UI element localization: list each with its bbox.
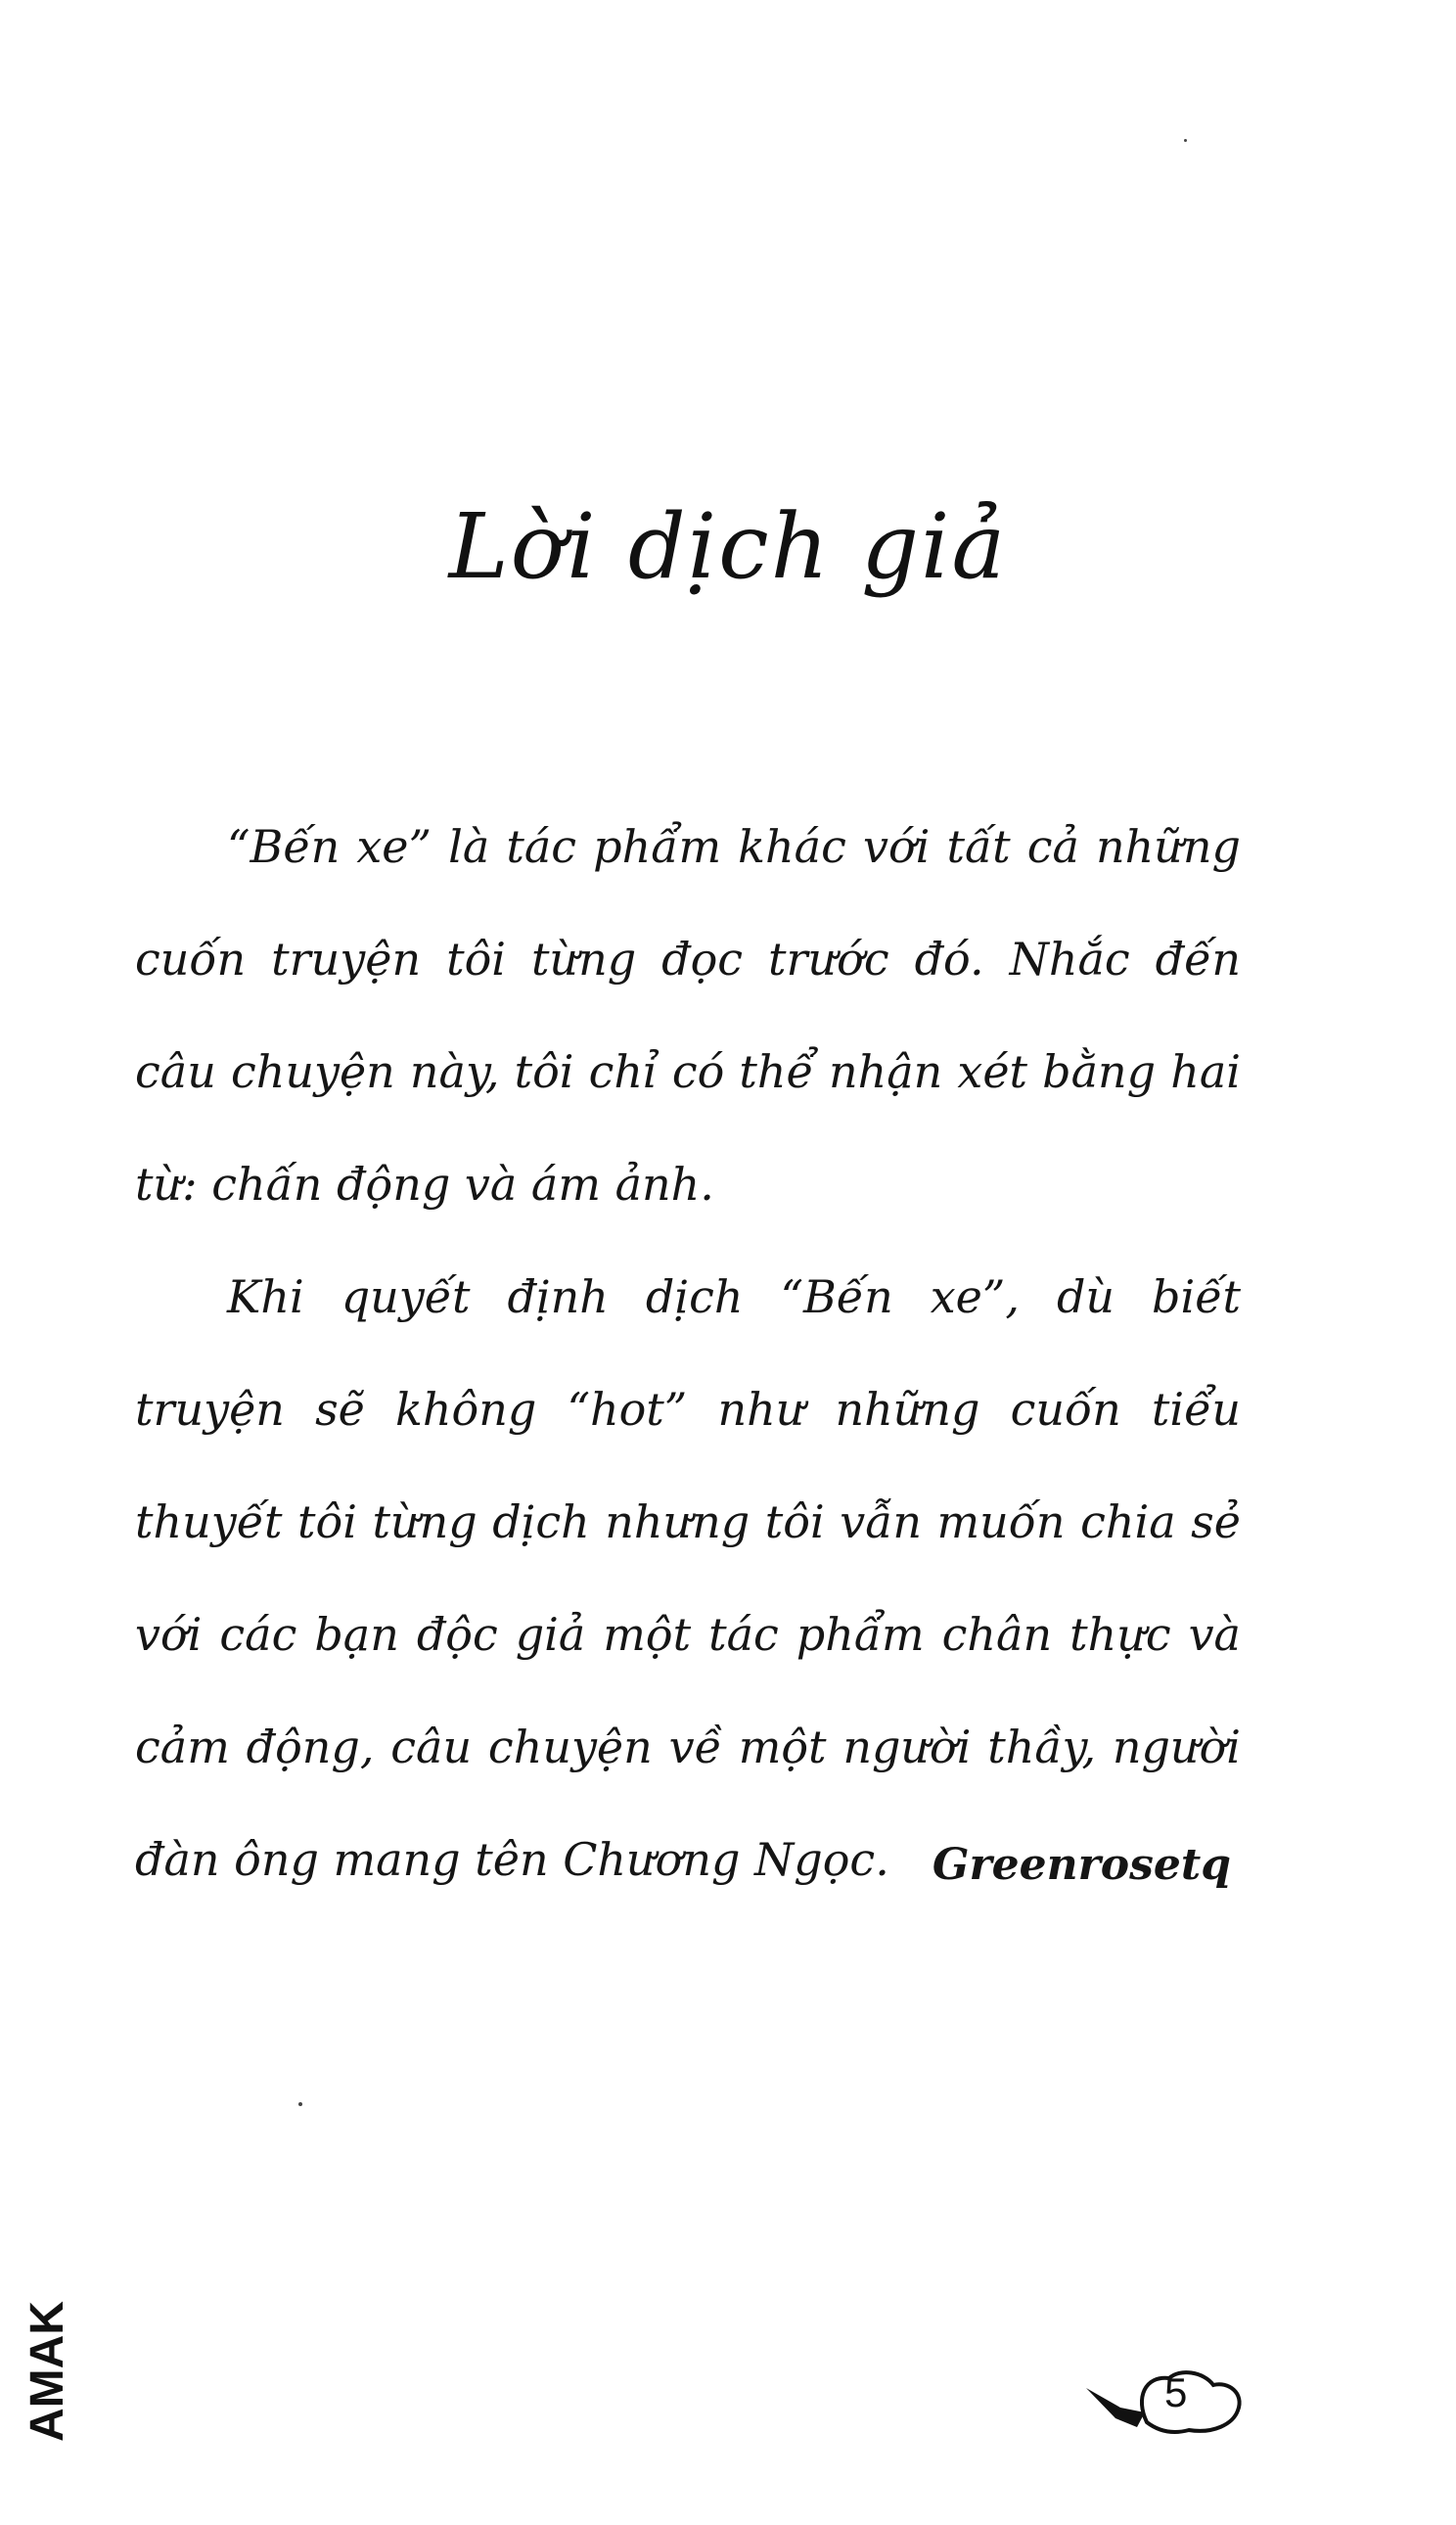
page-title: Lời dịch giả	[448, 494, 1008, 599]
page-number: 5	[1164, 2369, 1188, 2415]
translator-signature: Greenrosetq	[932, 1840, 1231, 1890]
translator-note-body	[135, 791, 1241, 1916]
svg-text:AMAK: AMAK	[22, 2301, 73, 2442]
paragraph-1: “Bến xe” là tác phẩm khác với tất cả những cuốn truyện tôi từng đọc trước đó. Nhắc đến câu chuyện này, tôi chỉ có thể nhận xét bằng hai từ: chấn động và ám ảnh.	[135, 820, 1241, 1211]
paragraph-2: Khi quyết định dịch “Bến xe”, dù biết truyện sẽ không “hot” như những cuốn tiểu thuyết tôi từng dịch nhưng tôi vẫn muốn chia sẻ với các bạn độc giả một tác phẩm chân thực và cảm động, câu chuyện về một người thầy, người đàn ông mang tên Chương Ngọc.	[135, 1270, 1241, 1886]
paper-speck	[1184, 139, 1187, 142]
paper-speck	[298, 2102, 302, 2106]
publisher-logo	[12, 2271, 80, 2447]
